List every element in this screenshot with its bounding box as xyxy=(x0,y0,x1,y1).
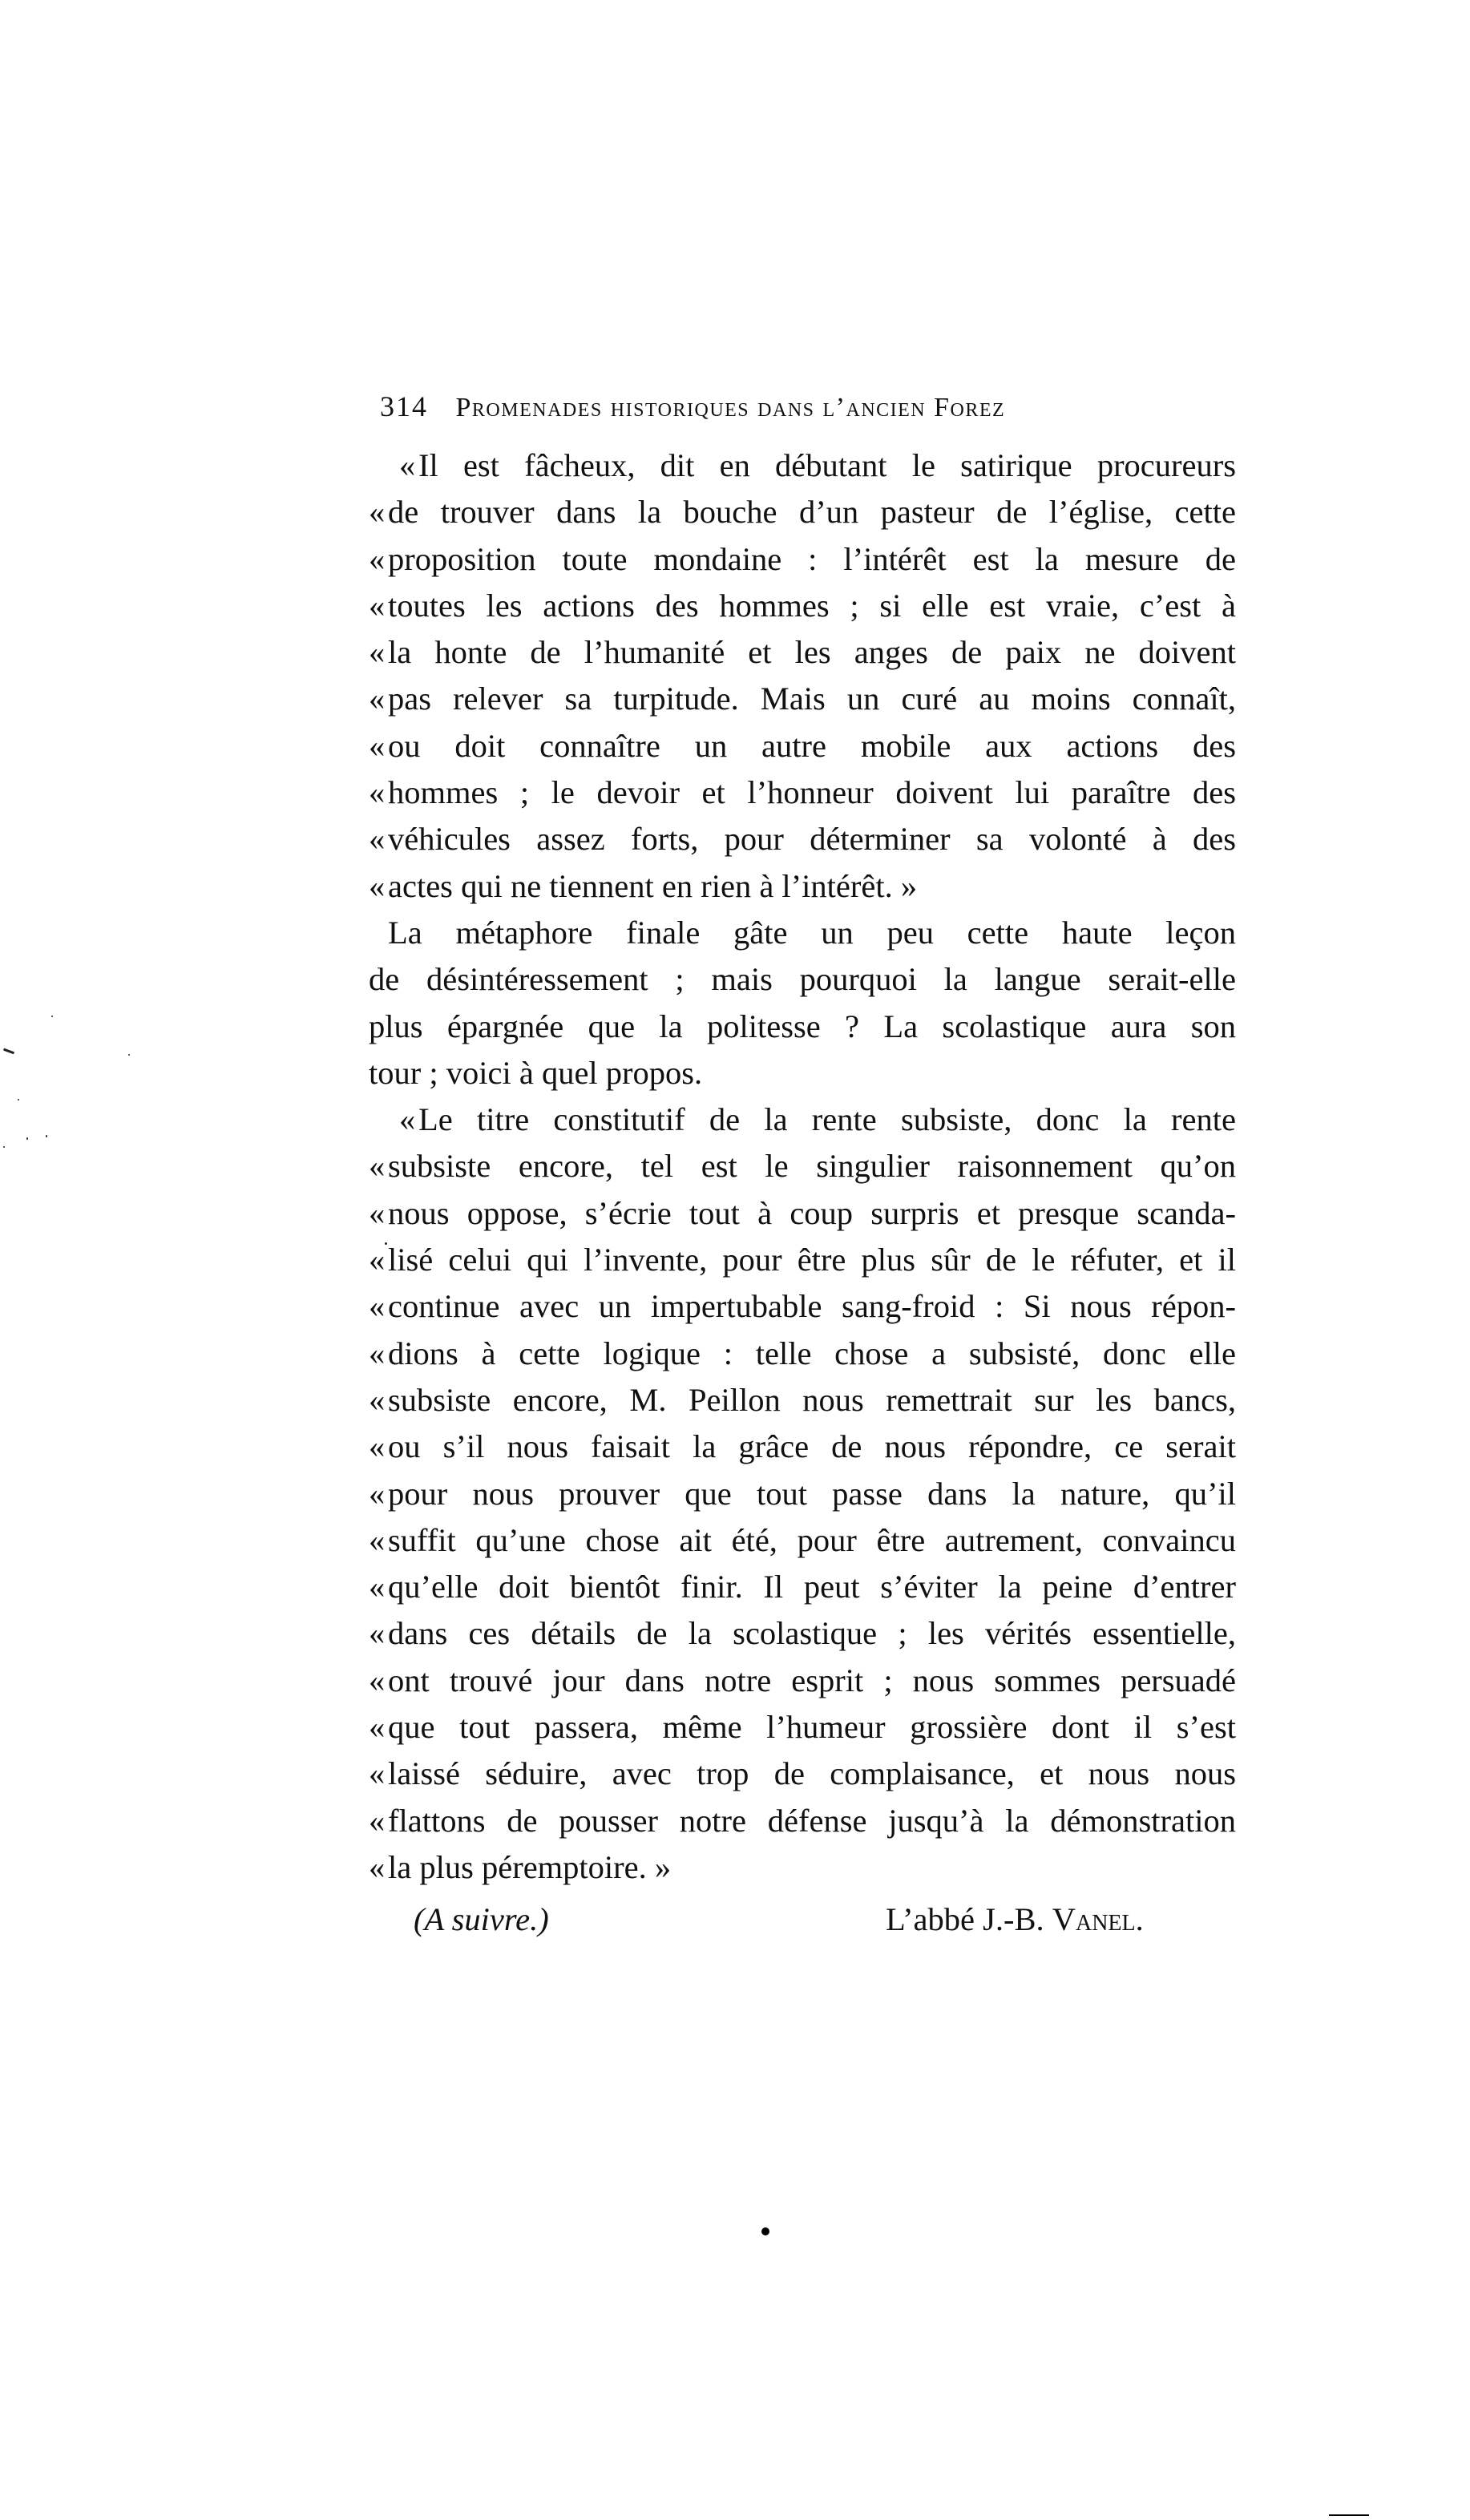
quote1-line: « ou doit connaître un autre mobile aux actions des xyxy=(369,723,1236,769)
quote2-line: « subsiste encore, tel est le singulier raisonnement qu’on xyxy=(369,1143,1236,1189)
signature-line xyxy=(369,1896,1236,1943)
scan-speck xyxy=(128,1054,130,1056)
quote2-line: « la plus péremptoire. » xyxy=(369,1844,1236,1891)
scan-speck xyxy=(385,1242,387,1245)
quote1-line: « la honte de l’humanité et les anges de paix ne doivent xyxy=(369,629,1236,676)
quote-mark: « xyxy=(369,1709,386,1746)
quote-mark: « xyxy=(369,634,386,671)
quote2-line: « lisé celui qui l’invente, pour être plus sûr de le réfuter, et il xyxy=(369,1237,1236,1283)
body-text xyxy=(369,442,1236,1891)
author-signature: L’abbé J.-B. Vanel. xyxy=(886,1901,1144,1937)
quote1-line: « actes qui ne tiennent en rien à l’intérêt. » xyxy=(369,863,1236,910)
paragraph-line: de désintéressement ; mais pourquoi la langue serait-elle xyxy=(369,961,1236,998)
quote-mark: « xyxy=(369,867,386,904)
quote1-line: « véhicules assez forts, pour déterminer sa volonté à des xyxy=(369,816,1236,862)
quote-mark: « xyxy=(369,1521,386,1558)
quote-mark: « xyxy=(369,1848,386,1885)
quote-mark: « xyxy=(369,727,386,764)
author-surname: Vanel. xyxy=(1052,1901,1144,1937)
quote-mark: « xyxy=(369,774,386,811)
quote-mark: « xyxy=(369,1335,386,1371)
quote-mark: « xyxy=(369,540,386,577)
quote2-line: « ou s’il nous faisait la grâce de nous répondre, ce serait xyxy=(369,1424,1236,1470)
page-number: 314 xyxy=(380,390,428,422)
quote-mark: « xyxy=(369,821,386,858)
quote-mark: « xyxy=(369,1615,386,1652)
quote-mark: « xyxy=(369,1148,386,1185)
quote-mark: « xyxy=(369,1662,386,1698)
scan-speck xyxy=(46,1135,47,1137)
quote2-line: « suffit qu’une chose ait été, pour être autrement, convaincu xyxy=(369,1517,1236,1564)
scan-speck xyxy=(26,1137,28,1140)
scan-speck xyxy=(761,2227,769,2235)
quote2-line: « flattons de pousser notre défense jusqu’à la démonstration xyxy=(369,1798,1236,1844)
quote1-line: « hommes ; le devoir et l’honneur doivent lui paraître des xyxy=(369,769,1236,816)
quote-mark: « xyxy=(369,494,386,531)
quote-mark: « xyxy=(399,447,416,483)
scan-line-mark xyxy=(1329,2514,1369,2516)
scan-speck xyxy=(18,1099,19,1100)
paragraph-line: La métaphore finale gâte un peu cette haute leçon xyxy=(388,914,1236,951)
quote-mark: « xyxy=(369,1428,386,1465)
quote2-line: « ont trouvé jour dans notre esprit ; nous sommes persuadé xyxy=(369,1658,1236,1704)
quote1-line: « pas relever sa turpitude. Mais un curé au moins connaît, xyxy=(369,676,1236,722)
quote-mark: « xyxy=(369,1569,386,1605)
quote1-line: « toutes les actions des hommes ; si elle est vraie, c’est à xyxy=(369,583,1236,629)
quote2-line: « que tout passera, même l’humeur grossière dont il s’est xyxy=(369,1704,1236,1751)
quote1-line: « Il est fâcheux, dit en débutant le satirique procureurs xyxy=(369,442,1236,489)
quote2-line: « dions à cette logique : telle chose a subsisté, donc elle xyxy=(369,1331,1236,1377)
paragraph-line: plus épargnée que la politesse ? La scolastique aura son xyxy=(369,1008,1236,1044)
quote2-line: « qu’elle doit bientôt finir. Il peut s’éviter la peine d’entrer xyxy=(369,1564,1236,1610)
quote-mark: « xyxy=(399,1101,416,1138)
running-title: Promenades historiques dans l’ancien Forez xyxy=(455,393,1006,422)
to-be-continued: (A suivre.) xyxy=(414,1901,549,1937)
quote-mark: « xyxy=(369,1755,386,1792)
quote-mark: « xyxy=(369,1288,386,1325)
running-header xyxy=(380,390,1181,430)
scan-speck xyxy=(3,1048,14,1055)
scan-speck xyxy=(51,1016,53,1017)
quote2-line: « dans ces détails de la scolastique ; les vérités essentielle, xyxy=(369,1610,1236,1657)
quote1-line: « de trouver dans la bouche d’un pasteur de l’église, cette xyxy=(369,489,1236,535)
quote2-line: « nous oppose, s’écrie tout à coup surpris et presque scanda- xyxy=(369,1190,1236,1237)
quote-mark: « xyxy=(369,1242,386,1278)
paragraph-line: tour ; voici à quel propos. xyxy=(369,1054,703,1091)
quote2-line: « pour nous prouver que tout passe dans la nature, qu’il xyxy=(369,1471,1236,1517)
quote-mark: « xyxy=(369,1475,386,1512)
quote2-line: « Le titre constitutif de la rente subsiste, donc la rente xyxy=(369,1096,1236,1143)
quote-mark: « xyxy=(369,1802,386,1839)
quote-mark: « xyxy=(369,1381,386,1418)
quote2-line: « laissé séduire, avec trop de complaisance, et nous nous xyxy=(369,1751,1236,1797)
scan-speck xyxy=(3,1146,5,1148)
quote2-line: « subsiste encore, M. Peillon nous remettrait sur les bancs, xyxy=(369,1377,1236,1424)
quote-mark: « xyxy=(369,680,386,717)
quote-mark: « xyxy=(369,587,386,624)
quote1-line: « proposition toute mondaine : l’intérêt est la mesure de xyxy=(369,536,1236,583)
quote2-line: « continue avec un impertubable sang-froid : Si nous répon- xyxy=(369,1283,1236,1330)
quote-mark: « xyxy=(369,1194,386,1231)
